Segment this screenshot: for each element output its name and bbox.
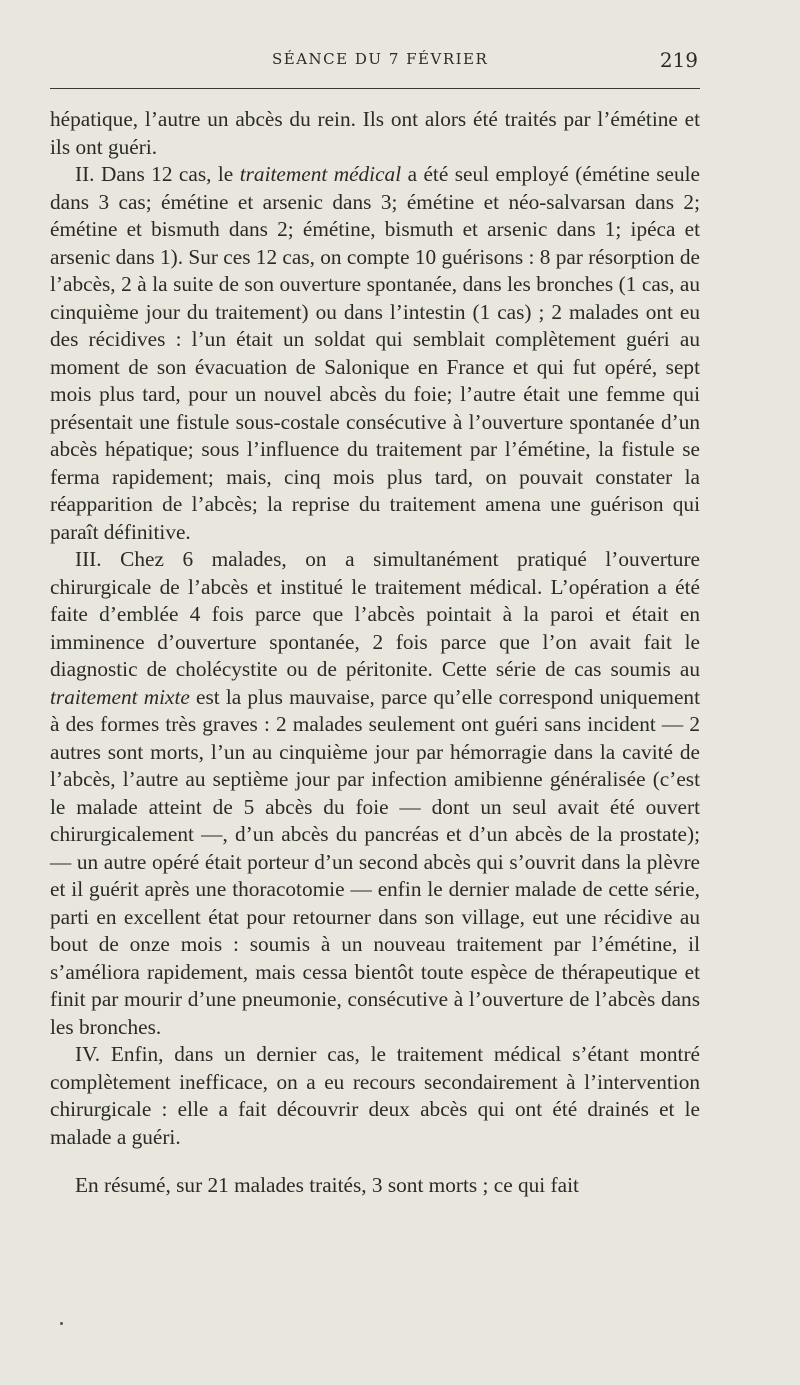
running-title: SÉANCE DU 7 FÉVRIER — [272, 50, 489, 68]
header-rule — [50, 88, 700, 89]
paragraph-continuation: hépatique, l’autre un abcès du rein. Ils ont alors été traités par l’émétine et ils ont guéri. — [50, 107, 700, 159]
page-header — [50, 48, 700, 78]
section-iii-emphasis: traitement mixte — [50, 684, 190, 709]
paragraph-section-iv: IV. Enfin, dans un dernier cas, le traitement médical s’étant montré complètement inefficace, on a eu recours secondairement à l’intervention chirurgicale : elle a fait découvrir deux abcès qui ont été drainés et le malade a guéri. — [50, 1042, 700, 1149]
section-ii-text-rest: a été seul employé (émétine seule dans 3 cas; émétine et arsenic dans 3; émétine et néo-salvarsan dans 2; émétine et bismuth dans 2; émétine, bismuth et arsenic dans 1; ipéca et arsenic dans 1). Sur ces 12 cas, on compte 10 guérisons : 8 par résorption de l’abcès, 2 à la suite de son ouverture spontanée, dans les bronches (1 cas, au cinquième jour du traitement) ou dans l’intestin (1 cas) ; 2 malades ont eu des récidives : l’un était un soldat qui semblait complètement guéri au moment de son évacuation de Salonique en France et qui fut opéré, sept mois plus tard, pour un nouvel abcès du foie; l’autre était une femme qui présentait une fistule sous-costale consécutive à l’ouverture spontanée d’un abcès hépatique; sous l’influence du traitement par l’émétine, la fistule se ferma rapidement; mais, cinq mois plus tard, on pouvait constater la réapparition de l’abcès; la reprise du traitement amena une guérison qui paraît définitive. — [50, 162, 700, 544]
page-number: 219 — [659, 48, 698, 72]
ink-speck — [60, 1322, 63, 1325]
section-ii-emphasis: traitement médical — [239, 162, 402, 186]
paragraph-section-iii — [50, 546, 700, 1041]
section-iii-text-start: III. Chez 6 malades, on a simultanément pratiqué l’ouverture chirurgicale de l’abcès et institué le traitement médical. L’opération a été faite d’emblée 4 fois parce que l’abcès pointait à la paroi et était en imminence d’ouverture spontanée, 2 fois parce que l’on avait fait le diagnostic de cholécystite ou de péritonite. Cette série de cas soumis au — [50, 547, 700, 681]
body-text — [50, 106, 700, 1200]
section-ii-text-start: II. Dans 12 cas, le — [75, 162, 240, 186]
paragraph-section-ii — [50, 161, 700, 546]
paragraph-summary: En résumé, sur 21 malades traités, 3 sont morts ; ce qui fait — [75, 1173, 579, 1197]
section-iii-text-rest: est la plus mauvaise, parce qu’elle correspond uniquement à des formes très graves : 2 malades seulement ont guéri sans incident — 2 autres sont morts, l’un au cinquième jour par hémorragie dans la cavité de l’abcès, l’autre au septième jour par infection amibienne généralisée (c’est le malade atteint de 5 abcès du foie — dont un seul avait été ouvert chirurgicalement —, d’un abcès du pancréas et d’un abcès de la prostate); — un autre opéré était porteur d’un second abcès qui s’ouvrit dans la plèvre et il guérit après une thoracotomie — enfin le dernier malade de cette série, parti en excellent état pour retourner dans son village, eut une récidive au bout de onze mois : soumis à un nouveau traitement par l’émétine, il s’améliora rapidement, mais cessa bientôt toute espèce de thérapeutique et finit par mourir d’une pneumonie, consécutive à l’ouverture de l’abcès dans les bronches. — [50, 684, 700, 1039]
